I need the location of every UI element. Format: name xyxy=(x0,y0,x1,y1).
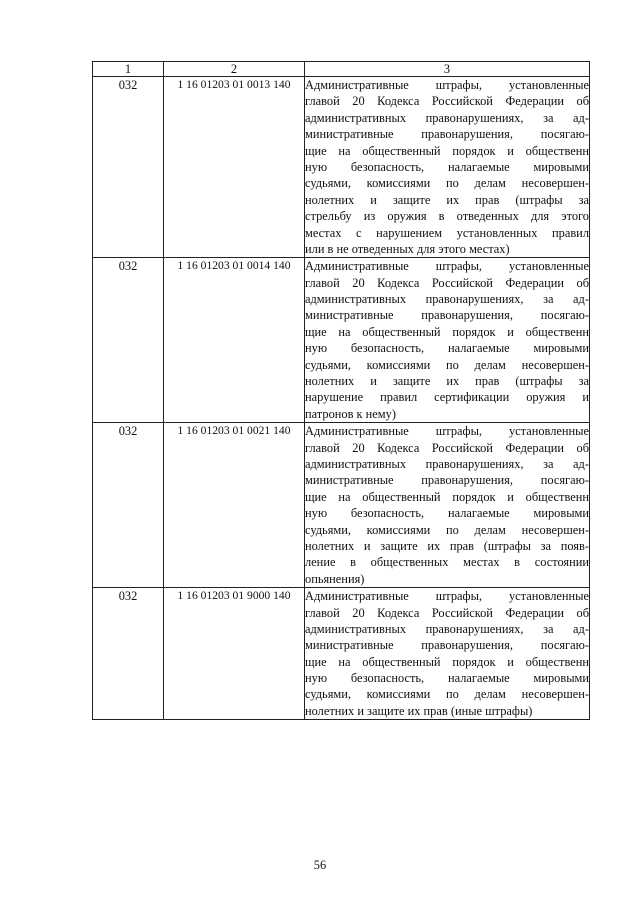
table-header-row xyxy=(93,62,590,77)
description-line: ную безопасность, налагаемые мировыми xyxy=(305,671,589,686)
description-line: нолетних и защите их прав (штрафы за xyxy=(305,374,589,389)
description-line: нарушение правил сертификации оружия и xyxy=(305,390,589,405)
description-line: ную безопасность, налагаемые мировыми xyxy=(305,341,589,356)
description-line: административных правонарушениях, за ад- xyxy=(305,456,589,471)
description-line: Административные штрафы, установленные xyxy=(305,424,589,439)
header-col-2: 2 xyxy=(164,62,305,77)
table-row xyxy=(93,77,590,258)
table-row xyxy=(93,588,590,720)
description-line: нолетних и защите их прав (иные штрафы) xyxy=(305,703,533,718)
description-line: Административные штрафы, установленные xyxy=(305,78,589,92)
description-line: Административные штрафы, установленные xyxy=(305,589,589,604)
description-line: главой 20 Кодекса Российской Федерации об xyxy=(305,94,589,109)
description-line: щие на общественный порядок и общественн xyxy=(305,143,589,158)
description-line: местах с нарушением установленных правил xyxy=(305,225,589,240)
description-line: судьями, комиссиями по делам несовершен- xyxy=(305,176,589,191)
revenue-description-cell xyxy=(305,423,590,588)
description-line: судьями, комиссиями по делам несовершен- xyxy=(305,522,589,537)
description-line: министративные правонарушения, посягаю- xyxy=(305,127,589,142)
description-line: административных правонарушениях, за ад- xyxy=(305,110,589,125)
chapter-code-cell: 032 xyxy=(93,77,164,258)
table-body xyxy=(93,77,590,720)
chapter-code-cell: 032 xyxy=(93,423,164,588)
description-line: ную безопасность, налагаемые мировыми xyxy=(305,506,589,521)
chapter-code-cell: 032 xyxy=(93,588,164,720)
header-col-1: 1 xyxy=(93,62,164,77)
header-col-3: 3 xyxy=(305,62,590,77)
description-line: Административные штрафы, установленные xyxy=(305,259,589,274)
description-line: судьями, комиссиями по делам несовершен- xyxy=(305,357,589,372)
table-row xyxy=(93,423,590,588)
description-line: главой 20 Кодекса Российской Федерации об xyxy=(305,605,589,620)
description-line: стрельбу из оружия в отведенных для этого xyxy=(305,209,589,224)
description-line: патронов к нему) xyxy=(305,406,396,421)
budget-classification-code-cell: 1 16 01203 01 0021 140 xyxy=(164,423,305,588)
table-row xyxy=(93,258,590,423)
description-line: ление в общественных местах в состоянии xyxy=(305,555,589,570)
budget-classification-code-cell: 1 16 01203 01 0013 140 xyxy=(164,77,305,258)
description-line: ную безопасность, налагаемые мировыми xyxy=(305,159,589,174)
description-line: щие на общественный порядок и общественн xyxy=(305,654,589,669)
description-line: судьями, комиссиями по делам несовершен- xyxy=(305,687,589,702)
description-line: министративные правонарушения, посягаю- xyxy=(305,308,589,323)
revenue-description-cell xyxy=(305,588,590,720)
description-line: щие на общественный порядок и общественн xyxy=(305,324,589,339)
description-line: или в не отведенных для этого местах) xyxy=(305,241,510,256)
description-line: главой 20 Кодекса Российской Федерации об xyxy=(305,275,589,290)
description-line: административных правонарушениях, за ад- xyxy=(305,292,589,307)
page-number: 56 xyxy=(313,858,327,872)
chapter-code-cell: 032 xyxy=(93,258,164,423)
description-line: административных правонарушениях, за ад- xyxy=(305,621,589,636)
description-line: главой 20 Кодекса Российской Федерации об xyxy=(305,440,589,455)
description-line: щие на общественный порядок и общественн xyxy=(305,489,589,504)
budget-classification-code-cell: 1 16 01203 01 9000 140 xyxy=(164,588,305,720)
budget-codes-table xyxy=(92,61,590,720)
description-line: нолетних и защите их прав (штрафы за xyxy=(305,192,589,207)
budget-classification-code-cell: 1 16 01203 01 0014 140 xyxy=(164,258,305,423)
description-line: нолетних и защите их прав (штрафы за появ- xyxy=(305,538,589,553)
description-line: министративные правонарушения, посягаю- xyxy=(305,638,589,653)
revenue-description-cell xyxy=(305,77,590,258)
description-line: министративные правонарушения, посягаю- xyxy=(305,473,589,488)
revenue-description-cell xyxy=(305,258,590,423)
description-line: опьянения) xyxy=(305,571,365,586)
